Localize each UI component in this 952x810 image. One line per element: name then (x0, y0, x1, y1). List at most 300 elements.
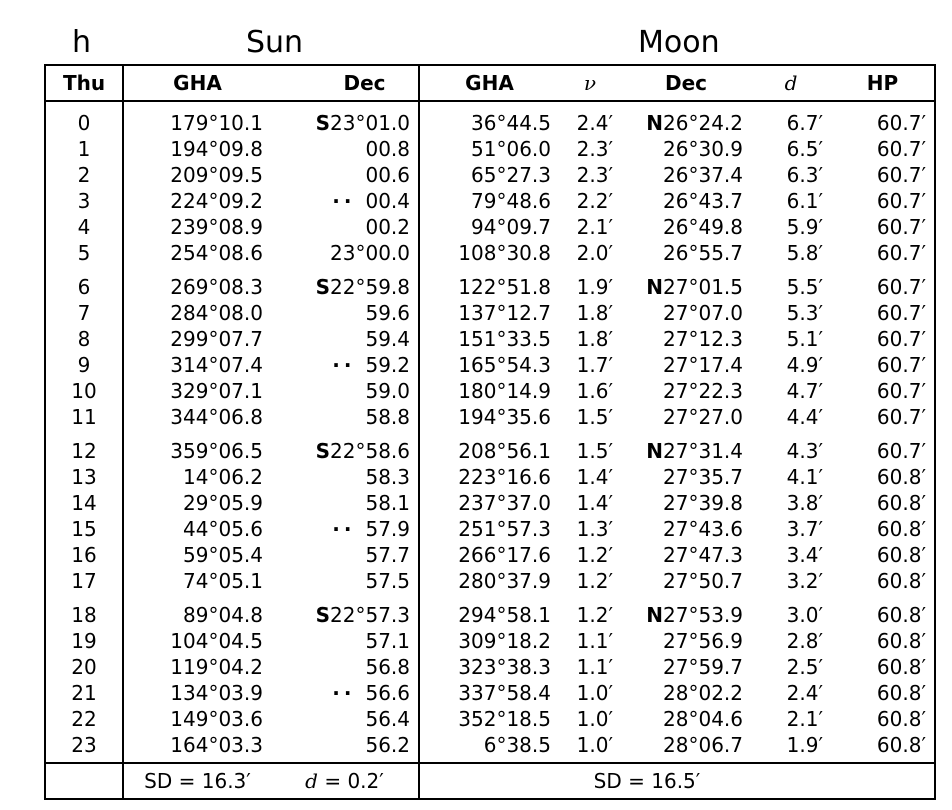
sun-dec-value: 57.1 (365, 629, 410, 653)
moon-nu-cell: 1.7′ (576, 353, 613, 377)
sun-dec-cell (271, 326, 419, 352)
sun-dec-cell (271, 598, 419, 628)
hour-cell: 19 (45, 628, 123, 654)
dots-marker: ·· (332, 189, 356, 213)
dots-marker: ·· (332, 353, 356, 377)
sun-gha-cell: 194°09.8 (170, 137, 263, 161)
sun-dec-value: 58.3 (365, 465, 410, 489)
moon-gha-cell: 79°48.6 (471, 189, 551, 213)
col-moon-nu: ν (559, 65, 621, 101)
moon-nu-cell: 1.3′ (576, 517, 613, 541)
sun-d-value: = 0.2′ (317, 769, 384, 793)
sun-dec-value: 58.8 (365, 405, 410, 429)
hour-cell: 10 (45, 378, 123, 404)
sun-dec-cell (271, 732, 419, 763)
moon-gha-cell: 108°30.8 (458, 241, 551, 265)
moon-hp-cell: 60.7′ (831, 270, 935, 300)
moon-nu-cell: 2.1′ (576, 215, 613, 239)
col-moon-gha: GHA (419, 65, 559, 101)
moon-hp-cell: 60.7′ (831, 326, 935, 352)
moon-d-cell: 4.4′ (786, 405, 823, 429)
sun-dec-cell (271, 542, 419, 568)
moon-hp-cell: 60.8′ (831, 490, 935, 516)
moon-dec-value: 28°06.7 (663, 733, 743, 757)
moon-dec-value: 27°27.0 (663, 405, 743, 429)
col-moon-hp: HP (831, 65, 935, 101)
sun-gha-cell: 104°04.5 (170, 629, 263, 653)
sun-dec-value: 22°59.8 (330, 275, 410, 299)
sun-sd: SD = 16.3′ (123, 763, 271, 799)
moon-gha-cell: 51°06.0 (471, 137, 551, 161)
moon-d-cell: 2.5′ (786, 655, 823, 679)
moon-gha-cell: 6°38.5 (483, 733, 551, 757)
moon-gha-cell: 94°09.7 (471, 215, 551, 239)
moon-d-cell: 5.8′ (786, 241, 823, 265)
moon-hp-cell: 60.8′ (831, 516, 935, 542)
col-sun-gha: GHA (123, 65, 271, 101)
table-row (45, 706, 935, 732)
table-row (45, 270, 935, 300)
sun-dec-value: 59.2 (365, 353, 410, 377)
hour-cell: 0 (45, 101, 123, 136)
moon-dec-value: 27°01.5 (663, 275, 743, 299)
sun-gha-cell: 74°05.1 (183, 569, 263, 593)
moon-dec-value: 27°31.4 (663, 439, 743, 463)
sun-heading: Sun (246, 25, 304, 60)
moon-nu-cell: 1.8′ (576, 327, 613, 351)
sun-dec-value: 22°58.6 (330, 439, 410, 463)
sun-gha-cell: 119°04.2 (170, 655, 263, 679)
sun-dec-value: 56.2 (365, 733, 410, 757)
hour-cell: 9 (45, 352, 123, 378)
moon-gha-cell: 137°12.7 (458, 301, 551, 325)
table-row (45, 516, 935, 542)
moon-dec-value: 26°30.9 (663, 137, 743, 161)
moon-d-cell: 2.4′ (786, 681, 823, 705)
moon-gha-cell: 309°18.2 (458, 629, 551, 653)
moon-gha-cell: 337°58.4 (458, 681, 551, 705)
table-row (45, 490, 935, 516)
sun-dec-cell (271, 654, 419, 680)
hour-cell: 2 (45, 162, 123, 188)
moon-dec-cell (621, 270, 751, 300)
moon-d-cell: 3.7′ (786, 517, 823, 541)
moon-hp-cell: 60.7′ (831, 101, 935, 136)
sun-gha-cell: 89°04.8 (183, 603, 263, 627)
moon-d-cell: 5.3′ (786, 301, 823, 325)
table-row (45, 654, 935, 680)
moon-nu-cell: 2.3′ (576, 137, 613, 161)
moon-d-cell: 4.7′ (786, 379, 823, 403)
moon-d-cell: 3.4′ (786, 543, 823, 567)
moon-nu-cell: 2.2′ (576, 189, 613, 213)
moon-nu-cell: 1.9′ (576, 275, 613, 299)
table-row (45, 188, 935, 214)
moon-dec-cell (621, 628, 751, 654)
sun-dec-cell (271, 378, 419, 404)
sun-gha-cell: 224°09.2 (170, 189, 263, 213)
moon-d-cell: 3.8′ (786, 491, 823, 515)
sun-dec-value: 57.5 (365, 569, 410, 593)
moon-dec-cell (621, 542, 751, 568)
sun-gha-cell: 14°06.2 (183, 465, 263, 489)
moon-gha-cell: 251°57.3 (458, 517, 551, 541)
rows-group-2 (45, 434, 935, 598)
moon-nu-cell: 1.4′ (576, 491, 613, 515)
hour-cell: 16 (45, 542, 123, 568)
moon-hp-cell: 60.7′ (831, 214, 935, 240)
moon-dec-value: 27°12.3 (663, 327, 743, 351)
moon-gha-cell: 223°16.6 (458, 465, 551, 489)
sun-dec-cell (271, 516, 419, 542)
sun-dec-value: 56.6 (365, 681, 410, 705)
moon-dec-cell (621, 352, 751, 378)
moon-dec-cell (621, 732, 751, 763)
moon-heading: Moon (638, 25, 720, 60)
moon-dec-value: 26°43.7 (663, 189, 743, 213)
moon-d-cell: 4.3′ (786, 439, 823, 463)
moon-d-cell: 6.3′ (786, 163, 823, 187)
sun-dec-cell (271, 136, 419, 162)
table-row (45, 326, 935, 352)
table-row (45, 352, 935, 378)
moon-gha-cell: 323°38.3 (458, 655, 551, 679)
table-row (45, 404, 935, 434)
sun-gha-cell: 329°07.1 (170, 379, 263, 403)
hour-cell: 3 (45, 188, 123, 214)
moon-dec-value: 27°07.0 (663, 301, 743, 325)
sun-dec-value: 56.4 (365, 707, 410, 731)
moon-nu-cell: 1.0′ (576, 707, 613, 731)
moon-nu-cell: 1.2′ (576, 543, 613, 567)
sun-dec-value: 00.6 (365, 163, 410, 187)
hour-cell: 23 (45, 732, 123, 763)
sun-gha-cell: 344°06.8 (170, 405, 263, 429)
table-row (45, 732, 935, 763)
sun-dec-value: 57.9 (365, 517, 410, 541)
sun-gha-cell: 44°05.6 (183, 517, 263, 541)
footer-blank (45, 763, 123, 799)
moon-gha-cell: 352°18.5 (458, 707, 551, 731)
hour-cell: 14 (45, 490, 123, 516)
moon-nu-cell: 2.4′ (576, 111, 613, 135)
sun-gha-cell: 284°08.0 (170, 301, 263, 325)
moon-gha-cell: 151°33.5 (458, 327, 551, 351)
moon-nu-cell: 1.8′ (576, 301, 613, 325)
moon-d-cell: 5.9′ (786, 215, 823, 239)
sun-dec-hemisphere: S (315, 603, 331, 627)
table-row (45, 680, 935, 706)
table-header (45, 65, 935, 101)
sun-gha-cell: 29°05.9 (183, 491, 263, 515)
hour-cell: 12 (45, 434, 123, 464)
sun-d (271, 763, 419, 799)
moon-nu-cell: 2.0′ (576, 241, 613, 265)
moon-nu-cell: 1.1′ (576, 655, 613, 679)
rows-group-0 (45, 101, 935, 270)
moon-dec-value: 28°02.2 (663, 681, 743, 705)
moon-hp-cell: 60.7′ (831, 240, 935, 270)
moon-gha-cell: 122°51.8 (458, 275, 551, 299)
col-moon-d: d (751, 65, 831, 101)
moon-dec-cell (621, 136, 751, 162)
table-footer (45, 763, 935, 799)
moon-nu-cell: 1.5′ (576, 439, 613, 463)
moon-d-cell: 1.9′ (786, 733, 823, 757)
moon-gha-cell: 165°54.3 (458, 353, 551, 377)
table-row (45, 628, 935, 654)
moon-hp-cell: 60.7′ (831, 162, 935, 188)
moon-hp-cell: 60.8′ (831, 732, 935, 763)
moon-d-cell: 5.5′ (786, 275, 823, 299)
col-sun-dec: Dec (271, 65, 419, 101)
moon-dec-value: 27°35.7 (663, 465, 743, 489)
moon-dec-cell (621, 326, 751, 352)
rows-group-3 (45, 598, 935, 763)
moon-d-cell: 2.8′ (786, 629, 823, 653)
ephemeris-table (44, 64, 936, 800)
table-row (45, 378, 935, 404)
dots-marker: ·· (332, 681, 356, 705)
moon-dec-cell (621, 188, 751, 214)
table-row (45, 598, 935, 628)
moon-dec-cell (621, 240, 751, 270)
hour-cell: 17 (45, 568, 123, 598)
moon-d-cell: 4.9′ (786, 353, 823, 377)
sun-dec-value: 23°00.0 (330, 241, 410, 265)
sun-dec-value: 22°57.3 (330, 603, 410, 627)
moon-dec-cell (621, 568, 751, 598)
moon-nu-cell: 1.0′ (576, 681, 613, 705)
sun-dec-cell (271, 300, 419, 326)
moon-dec-value: 27°17.4 (663, 353, 743, 377)
moon-dec-cell (621, 162, 751, 188)
sun-dec-value: 56.8 (365, 655, 410, 679)
table-row (45, 214, 935, 240)
moon-hp-cell: 60.8′ (831, 628, 935, 654)
sun-dec-cell (271, 188, 419, 214)
moon-hp-cell: 60.7′ (831, 188, 935, 214)
sun-dec-cell (271, 270, 419, 300)
hour-cell: 4 (45, 214, 123, 240)
moon-hp-cell: 60.7′ (831, 378, 935, 404)
table-row (45, 464, 935, 490)
col-moon-dec: Dec (621, 65, 751, 101)
moon-dec-value: 27°59.7 (663, 655, 743, 679)
hour-cell: 8 (45, 326, 123, 352)
moon-dec-cell (621, 300, 751, 326)
moon-hp-cell: 60.7′ (831, 352, 935, 378)
moon-dec-value: 26°55.7 (663, 241, 743, 265)
moon-hp-cell: 60.7′ (831, 300, 935, 326)
moon-gha-cell: 280°37.9 (458, 569, 551, 593)
sun-gha-cell: 299°07.7 (170, 327, 263, 351)
moon-nu-cell: 1.2′ (576, 603, 613, 627)
hour-cell: 11 (45, 404, 123, 434)
dots-marker: ·· (332, 517, 356, 541)
hour-heading: h (72, 25, 92, 60)
hour-cell: 15 (45, 516, 123, 542)
moon-nu-cell: 1.0′ (576, 733, 613, 757)
sun-dec-hemisphere: S (315, 275, 331, 299)
sun-dec-value: 00.4 (365, 189, 410, 213)
moon-nu-cell: 1.4′ (576, 465, 613, 489)
moon-hp-cell: 60.8′ (831, 568, 935, 598)
sun-dec-cell (271, 214, 419, 240)
moon-dec-value: 27°53.9 (663, 603, 743, 627)
hour-cell: 18 (45, 598, 123, 628)
moon-dec-value: 27°22.3 (663, 379, 743, 403)
moon-hp-cell: 60.8′ (831, 706, 935, 732)
hour-cell: 7 (45, 300, 123, 326)
hour-cell: 13 (45, 464, 123, 490)
moon-dec-cell (621, 654, 751, 680)
moon-d-cell: 6.7′ (786, 111, 823, 135)
table-row (45, 101, 935, 136)
sun-dec-cell (271, 101, 419, 136)
sun-dec-cell (271, 680, 419, 706)
moon-nu-cell: 1.2′ (576, 569, 613, 593)
moon-nu-cell: 1.1′ (576, 629, 613, 653)
sun-dec-cell (271, 628, 419, 654)
moon-dec-value: 26°49.8 (663, 215, 743, 239)
sun-gha-cell: 254°08.6 (170, 241, 263, 265)
sun-gha-cell: 314°07.4 (170, 353, 263, 377)
sun-dec-cell (271, 162, 419, 188)
moon-nu-cell: 1.5′ (576, 405, 613, 429)
table-row (45, 568, 935, 598)
moon-dec-cell (621, 516, 751, 542)
moon-d-cell: 4.1′ (786, 465, 823, 489)
sun-gha-cell: 269°08.3 (170, 275, 263, 299)
sun-dec-cell (271, 490, 419, 516)
col-day: Thu (45, 65, 123, 101)
moon-gha-cell: 65°27.3 (471, 163, 551, 187)
moon-gha-cell: 36°44.5 (471, 111, 551, 135)
moon-dec-value: 27°50.7 (663, 569, 743, 593)
moon-d-cell: 3.2′ (786, 569, 823, 593)
moon-dec-cell (621, 598, 751, 628)
hour-cell: 1 (45, 136, 123, 162)
sun-gha-cell: 134°03.9 (170, 681, 263, 705)
sun-dec-value: 00.8 (365, 137, 410, 161)
sun-gha-cell: 179°10.1 (170, 111, 263, 135)
moon-dec-hemisphere: N (646, 111, 664, 135)
moon-d-cell: 6.1′ (786, 189, 823, 213)
sun-dec-value: 59.0 (365, 379, 410, 403)
sun-gha-cell: 359°06.5 (170, 439, 263, 463)
moon-gha-cell: 194°35.6 (458, 405, 551, 429)
sun-dec-value: 59.6 (365, 301, 410, 325)
hour-cell: 22 (45, 706, 123, 732)
table-row (45, 542, 935, 568)
table-row (45, 240, 935, 270)
sun-dec-hemisphere: S (315, 439, 331, 463)
sun-gha-cell: 209°09.5 (170, 163, 263, 187)
moon-nu-cell: 1.6′ (576, 379, 613, 403)
sun-dec-value: 59.4 (365, 327, 410, 351)
moon-dec-cell (621, 680, 751, 706)
sun-dec-cell (271, 706, 419, 732)
moon-gha-cell: 208°56.1 (458, 439, 551, 463)
moon-gha-cell: 237°37.0 (458, 491, 551, 515)
table-row (45, 162, 935, 188)
sun-dec-value: 57.7 (365, 543, 410, 567)
moon-hp-cell: 60.7′ (831, 404, 935, 434)
sun-gha-cell: 59°05.4 (183, 543, 263, 567)
moon-dec-cell (621, 434, 751, 464)
moon-dec-value: 27°39.8 (663, 491, 743, 515)
hour-cell: 5 (45, 240, 123, 270)
moon-dec-cell (621, 101, 751, 136)
moon-d-cell: 2.1′ (786, 707, 823, 731)
moon-dec-hemisphere: N (646, 275, 664, 299)
moon-dec-value: 26°24.2 (663, 111, 743, 135)
sun-dec-cell (271, 352, 419, 378)
moon-dec-cell (621, 404, 751, 434)
sun-gha-cell: 149°03.6 (170, 707, 263, 731)
table-row (45, 434, 935, 464)
moon-dec-value: 27°47.3 (663, 543, 743, 567)
moon-dec-cell (621, 378, 751, 404)
moon-hp-cell: 60.8′ (831, 598, 935, 628)
moon-dec-hemisphere: N (646, 439, 664, 463)
rows-group-1 (45, 270, 935, 434)
sun-dec-cell (271, 434, 419, 464)
moon-dec-value: 27°56.9 (663, 629, 743, 653)
moon-gha-cell: 266°17.6 (458, 543, 551, 567)
sun-gha-cell: 164°03.3 (170, 733, 263, 757)
hour-cell: 20 (45, 654, 123, 680)
moon-d-cell: 6.5′ (786, 137, 823, 161)
moon-nu-cell: 2.3′ (576, 163, 613, 187)
moon-d-cell: 5.1′ (786, 327, 823, 351)
moon-hp-cell: 60.8′ (831, 680, 935, 706)
moon-gha-cell: 294°58.1 (458, 603, 551, 627)
moon-dec-value: 28°04.6 (663, 707, 743, 731)
moon-sd: SD = 16.5′ (419, 763, 935, 799)
sun-gha-cell: 239°08.9 (170, 215, 263, 239)
moon-dec-cell (621, 490, 751, 516)
sun-dec-hemisphere: S (315, 111, 331, 135)
sun-d-var: d (305, 769, 318, 793)
moon-dec-hemisphere: N (646, 603, 664, 627)
moon-d-cell: 3.0′ (786, 603, 823, 627)
moon-dec-cell (621, 706, 751, 732)
table-row (45, 300, 935, 326)
moon-dec-value: 26°37.4 (663, 163, 743, 187)
sun-dec-cell (271, 464, 419, 490)
table-row (45, 136, 935, 162)
sun-dec-value: 00.2 (365, 215, 410, 239)
moon-dec-cell (621, 464, 751, 490)
moon-dec-value: 27°43.6 (663, 517, 743, 541)
sun-dec-cell (271, 240, 419, 270)
moon-hp-cell: 60.8′ (831, 654, 935, 680)
moon-gha-cell: 180°14.9 (458, 379, 551, 403)
moon-hp-cell: 60.8′ (831, 464, 935, 490)
moon-dec-cell (621, 214, 751, 240)
hour-cell: 6 (45, 270, 123, 300)
moon-hp-cell: 60.7′ (831, 136, 935, 162)
moon-hp-cell: 60.8′ (831, 542, 935, 568)
sun-dec-cell (271, 568, 419, 598)
sun-dec-value: 58.1 (365, 491, 410, 515)
moon-hp-cell: 60.7′ (831, 434, 935, 464)
sun-dec-value: 23°01.0 (330, 111, 410, 135)
hour-cell: 21 (45, 680, 123, 706)
sun-dec-cell (271, 404, 419, 434)
